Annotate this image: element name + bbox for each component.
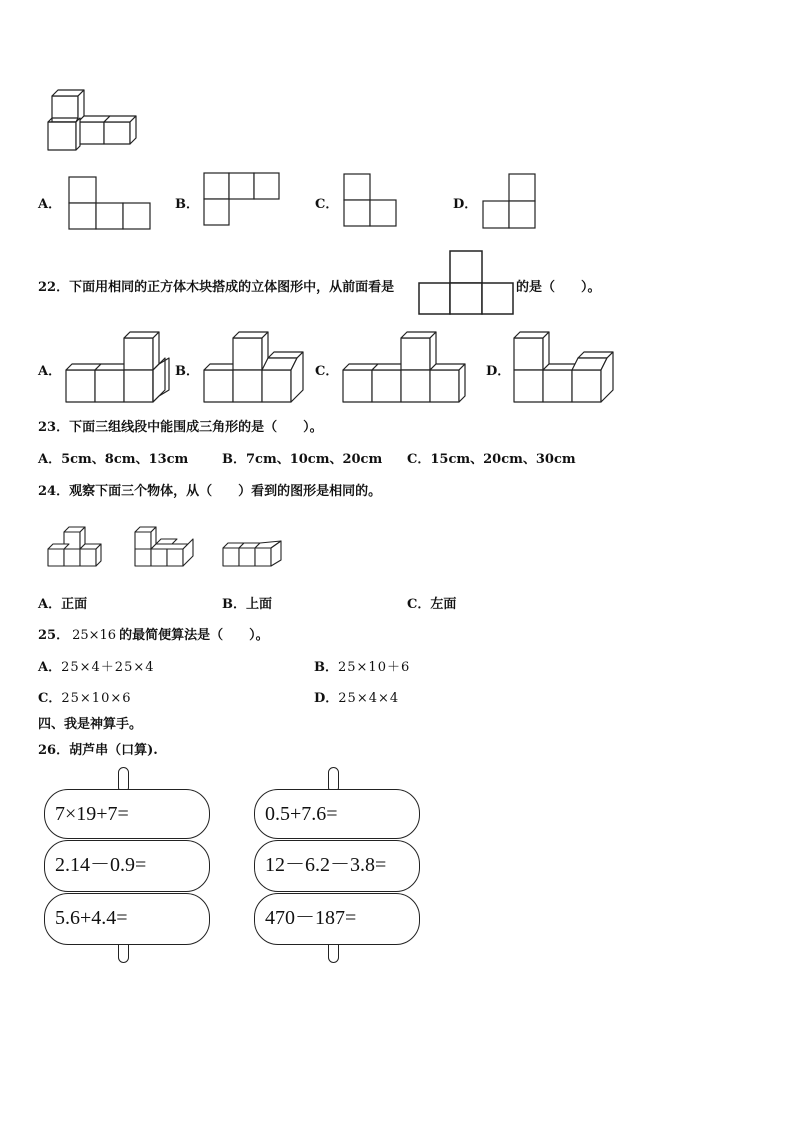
q25-option-d[interactable] (314, 687, 399, 706)
left-expression-2[interactable]: 2.14－0.9= (44, 840, 210, 892)
q25-stem-expression: 25×16 (72, 628, 117, 643)
q22-option-a-letter[interactable]: A． (38, 364, 62, 379)
q25-option-c-letter: C． (38, 691, 62, 706)
q25-option-b[interactable] (314, 656, 410, 675)
left-expression-3[interactable]: 5.6+4.4= (44, 893, 210, 945)
right-expression-1[interactable]: 0.5+7.6= (254, 789, 420, 839)
q24-stem: 24．观察下面三个物体，从（ ）看到的图形是相同的。 (38, 484, 382, 499)
q24-object-2-figure (132, 523, 196, 569)
section-4-title: 四、我是神算手。 (38, 717, 143, 732)
q25-option-a[interactable] (38, 656, 155, 675)
q24-option-b[interactable]: B．上面 (222, 597, 272, 612)
q22-option-b-letter[interactable]: B． (175, 364, 199, 379)
q22-stem-suffix: 的是（ ）。 (516, 280, 601, 295)
q25-option-b-value: 25×10＋6 (338, 660, 411, 675)
q21-option-c-letter[interactable]: C． (315, 197, 339, 212)
q23-stem: 23．下面三组线段中能围成三角形的是（ ）。 (38, 420, 323, 435)
q22-option-d-letter[interactable]: D． (486, 364, 511, 379)
q25-option-a-value: 25×4＋25×4 (61, 660, 155, 675)
right-expression-3[interactable]: 470－187= (254, 893, 420, 945)
q22-option-c-figure[interactable] (342, 329, 468, 404)
q22-option-a-figure[interactable] (65, 329, 171, 404)
front-view-option-a-icon[interactable] (68, 176, 151, 230)
q24-option-a[interactable]: A．正面 (38, 597, 88, 612)
q25-option-c[interactable] (38, 687, 132, 706)
q24-object-3-figure (220, 538, 284, 570)
q24-option-c[interactable]: C．左面 (407, 597, 457, 612)
q23-option-a[interactable]: A．5cm、8cm、13cm (38, 452, 189, 467)
q21-option-a-letter[interactable]: A． (38, 197, 62, 212)
q25-stem-rest: 的最简便算法是（ ）。 (119, 628, 269, 643)
q25-option-a-letter: A． (38, 660, 62, 675)
right-expression-2[interactable]: 12－6.2－3.8= (254, 840, 420, 892)
q24-object-1-figure (45, 523, 107, 569)
q25-option-c-value: 25×10×6 (61, 691, 132, 706)
q26-stem: 26．胡芦串（口算). (38, 743, 158, 758)
q23-option-c[interactable]: C．15cm、20cm、30cm (407, 452, 576, 467)
q25-option-d-value: 25×4×4 (338, 691, 400, 706)
q21-option-b-letter[interactable]: B． (175, 197, 199, 212)
front-view-option-d-icon[interactable] (482, 173, 536, 230)
q21-option-d-letter[interactable]: D． (453, 197, 478, 212)
front-view-option-b-icon[interactable] (203, 172, 280, 227)
q22-front-view-figure (418, 250, 514, 316)
left-expression-1[interactable]: 7×19+7= (44, 789, 210, 839)
q22-stem-prefix: 22．下面用相同的正方体木块搭成的立体图形中，从前面看是 (38, 280, 395, 295)
q23-option-b[interactable]: B．7cm、10cm、20cm (222, 452, 383, 467)
q22-option-c-letter[interactable]: C． (315, 364, 339, 379)
q25-stem-number: 25． (38, 628, 70, 643)
q22-option-d-figure[interactable] (513, 329, 619, 404)
q25-option-b-letter: B． (314, 660, 338, 675)
q21-solid-figure (44, 88, 139, 154)
q25-stem (38, 624, 269, 643)
front-view-option-c-icon[interactable] (343, 173, 397, 228)
q22-option-b-figure[interactable] (203, 329, 309, 404)
q25-option-d-letter: D． (314, 691, 339, 706)
